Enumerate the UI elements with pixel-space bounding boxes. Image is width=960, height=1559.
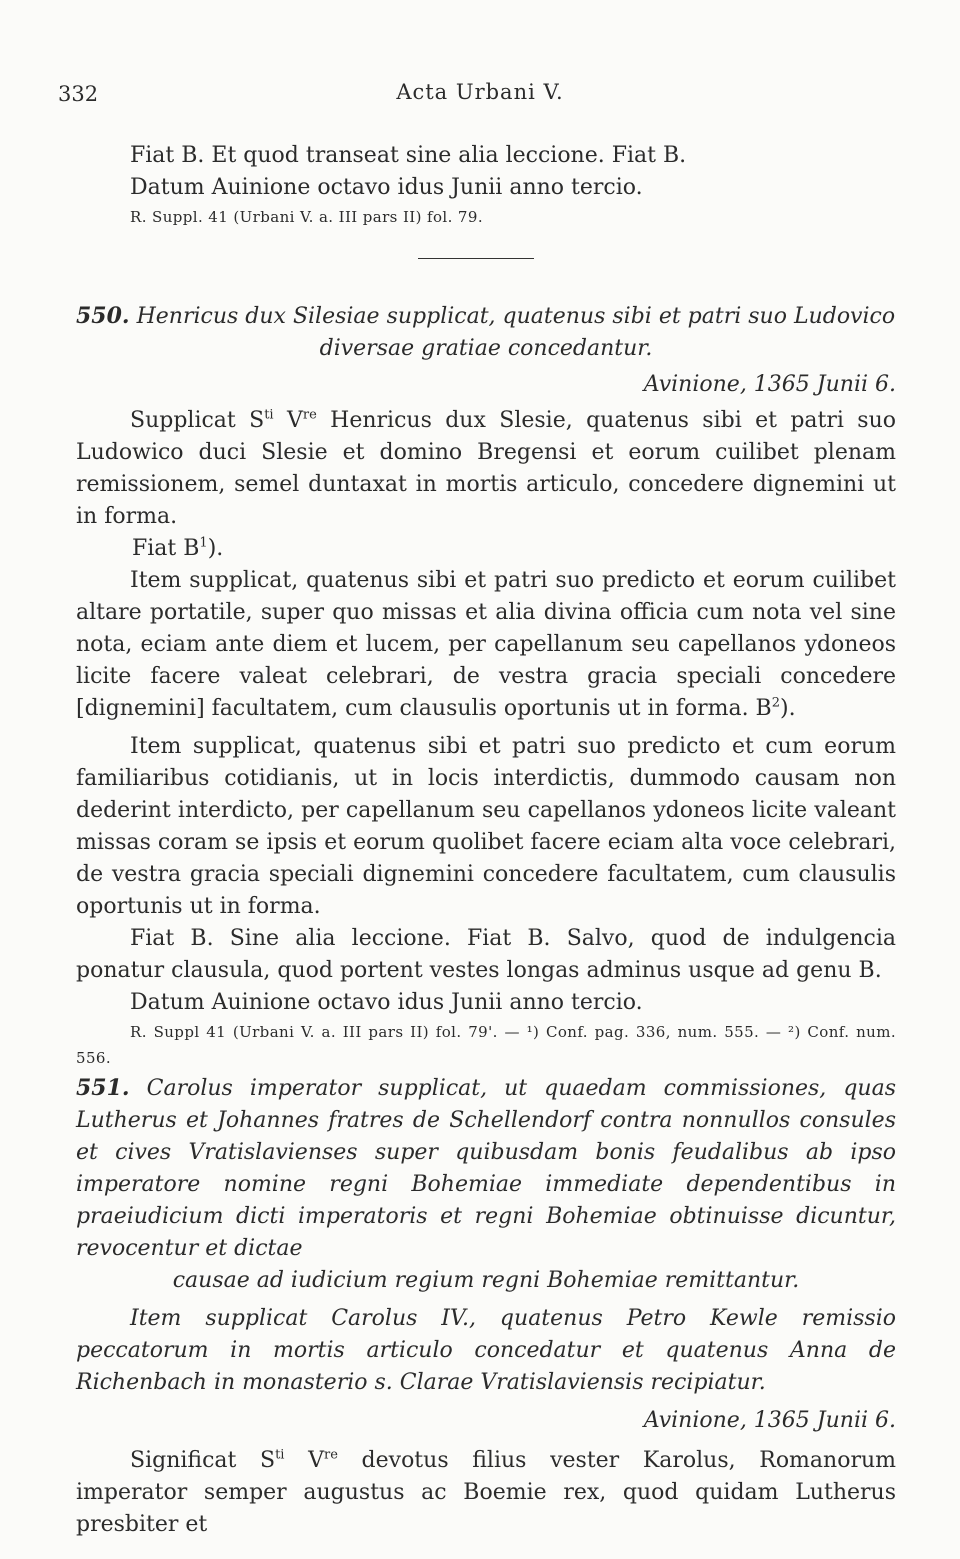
paragraph: Supplicat $S^{ti}$ Vre Henricus dux Slesie, quatenus sibi et patri suo Ludowico duci Slesie et domino Bregensi et eorum cuilibet plenam remissionem, semel duntaxat in mortis articulo, concedere dignemini ut in forma. bbox=[76, 407, 896, 529]
source-note: R. Suppl. 41 (Urbani V. a. III pars II) fol. 79. bbox=[130, 208, 483, 226]
entry-551 bbox=[76, 1072, 896, 1541]
heading-continuation: diversae gratiae concedantur. bbox=[319, 336, 653, 361]
fiat-line: Fiat B. Et quod transeat sine alia leccione. Fiat B. bbox=[130, 143, 687, 168]
entry-number: 550. bbox=[76, 303, 130, 329]
entry-heading bbox=[76, 300, 896, 333]
entry-number: 551. bbox=[76, 1075, 130, 1101]
running-title: Acta Urbani V. bbox=[396, 80, 564, 104]
entry-date: Avinione, 1365 Junii 6. bbox=[643, 1408, 896, 1433]
top-block bbox=[76, 140, 896, 230]
entry-550 bbox=[76, 300, 896, 1071]
entry-date: Avinione, 1365 Junii 6. bbox=[643, 372, 896, 397]
datum-line: Datum Auinione octavo idus Junii anno tercio. bbox=[130, 175, 643, 200]
heading-text: Henricus dux Silesiae supplicat, quatenus sibi et patri suo Ludovico bbox=[136, 304, 896, 329]
paragraph: Fiat B. Sine alia leccione. Fiat B. Salvo, quod de indulgencia ponatur clausula, quod portent vestes longas adminus usque ad genu B. bbox=[76, 926, 896, 983]
source-note: R. Suppl 41 (Urbani V. a. III pars II) fol. 79'. — ¹) Conf. pag. 336, num. 555. — ²) Conf. num. 556. bbox=[76, 1023, 896, 1067]
heading-item: Item supplicat Carolus IV., quatenus Petro Kewle remissio peccatorum in mortis articulo concedatur et quatenus Anna de Richenbach in monasterio s. Clarae Vratislaviensis recipiatur. bbox=[76, 1306, 896, 1395]
paragraph: Item supplicat, quatenus sibi et patri suo predicto et cum eorum familiaribus cotidianis, ut in locis interdictis, dummodo causam non dederint interdicto, per capellanum seu capellanos ydoneos licite valeant missas coram se ipsis et eorum quolibet facere eciam alta voce celebrari, de vestra gracia speciali dignemini concedere facultatem, cum clausulis oportunis ut in forma. bbox=[76, 734, 896, 919]
fiat-line: Fiat $B^1$). bbox=[132, 535, 224, 561]
datum-line: Datum Auinione octavo idus Junii anno tercio. bbox=[130, 990, 643, 1015]
heading-text: Carolus imperator supplicat, ut quaedam commissiones, quas Lutherus et Johannes fratres de Schellendorf contra nonnullos consules et cives Vratislavienses super quibusdam bonis feudalibus ab ipso imperatore nomine regni Bohemiae immediate dependentibus in praeiudicium dicti imperatoris et regni Bohemiae obtinuisse dicuntur, revocentur et dictae bbox=[76, 1076, 896, 1261]
page-number: 332 bbox=[58, 82, 99, 106]
entry-heading bbox=[76, 1072, 896, 1265]
paragraph: Item supplicat, quatenus sibi et patri suo predicto et eorum cuilibet altare portatile, super quo missas et alia divina officia cum nota vel sine nota, eciam ante diem et lucem, per capellanum seu capellanos ydoneos licite facere valeat celebrari, de vestra gracia speciali concedere [dignemini] facultatem, cum clausulis oportunis ut in forma. $B^2$). bbox=[76, 568, 896, 721]
heading-continuation: causae ad iudicium regium regni Bohemiae remittantur. bbox=[172, 1268, 800, 1293]
paragraph: Significat $S^{ti}$ Vre devotus filius vester Karolus, Romanorum imperator semper augustus ac Boemie rex, quod quidam Lutherus presbiter et bbox=[76, 1447, 896, 1537]
section-divider bbox=[418, 258, 534, 259]
